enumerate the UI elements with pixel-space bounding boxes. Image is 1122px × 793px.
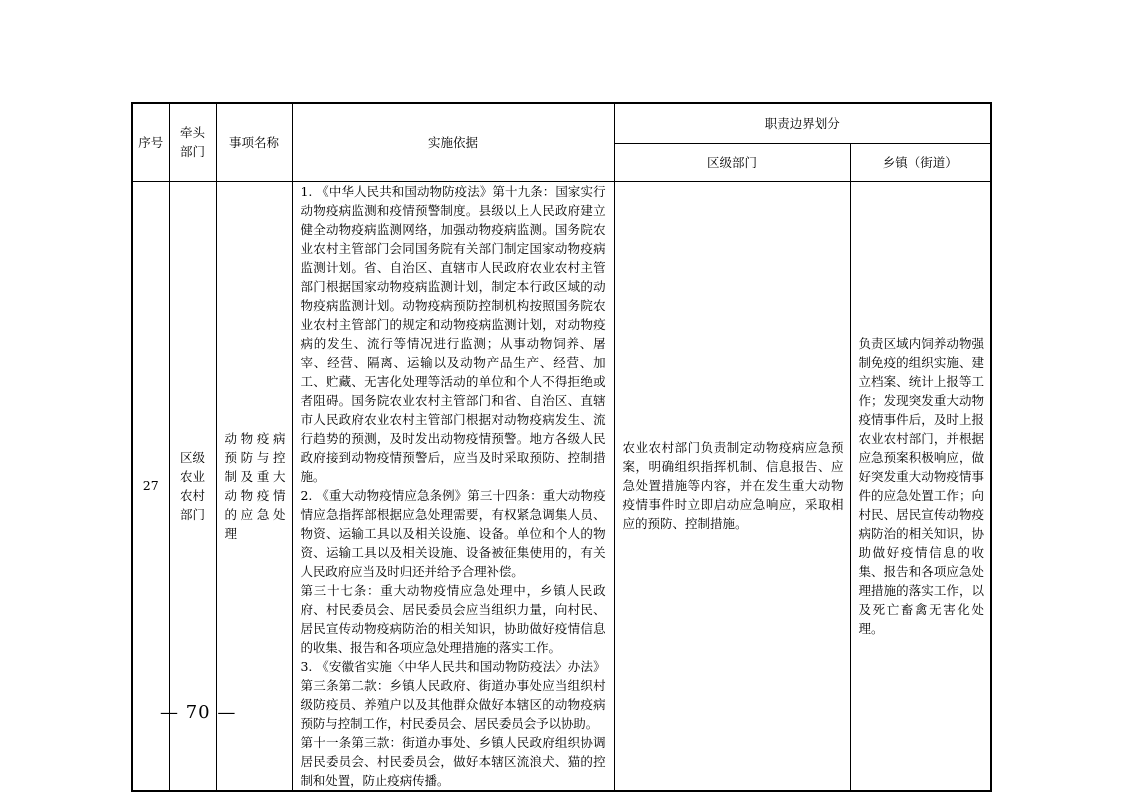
header-seq: 序号 bbox=[132, 103, 169, 181]
row-basis bbox=[292, 181, 614, 791]
basis-paragraph-5: 第十一条第三款：街道办事处、乡镇人民政府组织协调居民委员会、村民委员会，做好本辖区流浪犬、猫的控制和处置，防止疫病传播。 bbox=[300, 734, 606, 788]
basis-paragraph-1: 1. 《中华人民共和国动物防疫法》第十九条：国家实行动物疫病监测和疫情预警制度。县级以上人民政府建立健全动物疫病监测网络，加强动物疫病监测。国务院农业农村主管部门会同国务院有关部门制定国家动物疫病监测计划。省、自治区、直辖市人民政府农业农村主管部门根据国家动物疫病监测计划，制定本行政区域的动物疫病监测计划。动物疫病预防控制机构按照国务院农业农村主管部门的规定和动物疫病监测计划，对动物疫病的发生、流行等情况进行监测；从事动物饲养、屠宰、经营、隔离、运输以及动物产品生产、经营、加工、贮藏、无害化处理等活动的单位和个人不得拒绝或者阻碍。国务院农业农村主管部门和省、自治区、直辖市人民政府农业农村主管部门根据对动物疫病发生、流行趋势的预测，及时发出动物疫情预警。地方各级人民政府接到动物疫情预警后，应当及时采取预防、控制措施。 bbox=[300, 183, 606, 484]
header-lead-dept: 牵头部门 bbox=[169, 103, 216, 181]
header-basis: 实施依据 bbox=[292, 103, 614, 181]
row-township: 负责区域内饲养动物强制免疫的组织实施、建立档案、统计上报等工作；发现突发重大动物疫情事件后，及时上报农业农村部门，并根据应急预案积极响应，做好突发重大动物疫情事件的应急处置工作；向村民、居民宣传动物疫病防治的相关知识，协助做好疫情信息的收集、报告和各项应急处理措施的落实工作，以及死亡畜禽无害化处理。 bbox=[850, 181, 991, 791]
header-item-name: 事项名称 bbox=[216, 103, 292, 181]
basis-paragraph-4: 3. 《安徽省实施〈中华人民共和国动物防疫法〉办法》第三条第二款：乡镇人民政府、街道办事处应当组织村级防疫员、养殖户以及其他群众做好本辖区的动物疫病预防与控制工作，村民委员会、居民委员会予以协助。 bbox=[300, 658, 606, 731]
header-township: 乡镇（街道） bbox=[850, 143, 991, 181]
page-number: — 70 — bbox=[160, 702, 237, 723]
responsibility-table bbox=[131, 102, 992, 792]
row-seq: 27 bbox=[132, 181, 169, 791]
basis-paragraph-2: 2. 《重大动物疫情应急条例》第三十四条：重大动物疫情应急指挥部根据应急处理需要，有权紧急调集人员、物资、运输工具以及相关设施、设备。单位和个人的物资、运输工具以及相关设施、设备被征集使用的，有关人民政府应当及时归还并给予合理补偿。 bbox=[300, 487, 606, 579]
row-lead-dept: 区级农业农村部门 bbox=[169, 181, 216, 791]
row-item-name: 动物疫病预防与控制及重大动物疫情的应急处理 bbox=[216, 181, 292, 791]
basis-paragraph-3: 第三十七条：重大动物疫情应急处理中，乡镇人民政府、村民委员会、居民委员会应当组织力量，向村民、居民宣传动物疫病防治的相关知识，协助做好疫情信息的收集、报告和各项应急处理措施的落实工作。 bbox=[300, 582, 606, 655]
table-row bbox=[132, 181, 991, 791]
row-district-dept: 农业农村部门负责制定动物疫病应急预案，明确组织指挥机制、信息报告、应急处置措施等内容，并在发生重大动物疫情事件时立即启动应急响应，采取相应的预防、控制措施。 bbox=[614, 181, 850, 791]
header-district-dept: 区级部门 bbox=[614, 143, 850, 181]
header-responsibility: 职责边界划分 bbox=[614, 103, 991, 143]
